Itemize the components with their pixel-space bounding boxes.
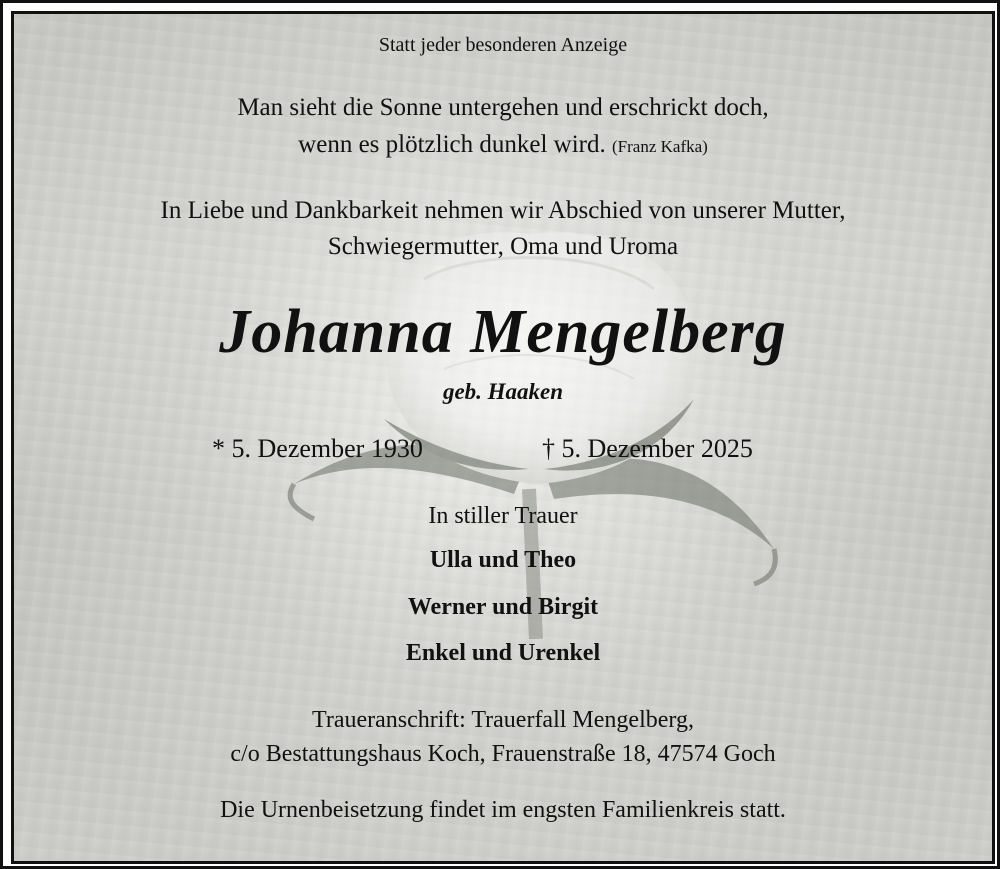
quote-line-1: Man sieht die Sonne untergehen und erschrickt doch, [237,94,769,121]
family-member: Enkel und Urenkel [405,640,601,666]
deceased-name: Johanna Mengelberg [219,298,787,366]
maiden-name: geb. Haaken [442,379,564,404]
birth-date: * 5. Dezember 1930 [212,434,423,463]
address-line-1: Traueranschrift: Trauerfall Mengelberg, [312,707,694,733]
family-member: Ulla und Theo [429,547,577,573]
intro-text: Statt jeder besonderen Anzeige [378,34,628,56]
quote-line-2 [14,131,992,159]
farewell-line-1: In Liebe und Dankbarkeit nehmen wir Abschied von unserer Mutter, [160,197,846,224]
quote-author: (Franz Kafka) [612,137,708,156]
address-line-2: c/o Bestattungshaus Koch, Frauenstraße 18, 47574 Goch [230,741,776,767]
obituary-panel [11,11,995,864]
obituary-text [14,14,992,861]
closing-text: Die Urnenbeisetzung findet im engsten Familienkreis statt. [220,797,786,823]
mourning-intro: In stiller Trauer [428,503,578,529]
family-member: Werner und Birgit [407,594,599,620]
quote-text: wenn es plötzlich dunkel wird. [298,131,606,158]
death-date: † 5. Dezember 2025 [542,434,753,463]
farewell-line-2: Schwiegermutter, Oma und Uroma [327,233,679,260]
